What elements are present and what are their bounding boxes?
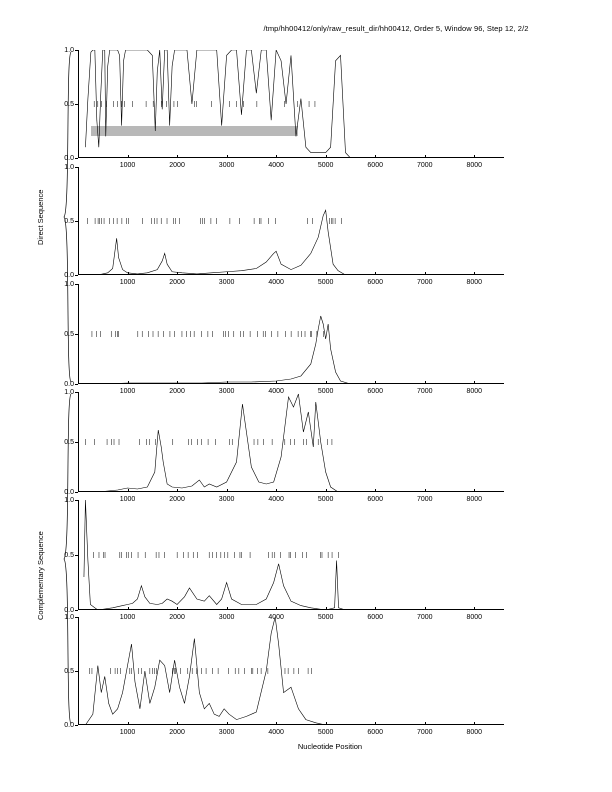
y-tick-label: 0.0: [64, 721, 74, 729]
figure-title: [0, 24, 612, 33]
x-tick-label: 3000: [218, 729, 235, 736]
x-tick-label: 2000: [169, 496, 185, 503]
figure-title-text: /tmp/hh00412/only/raw_result_dir/hh00412, Order 5, Window 96, Step 12, 2/2: [263, 24, 529, 33]
chart-panel: [64, 613, 504, 736]
x-tick-label: 7000: [416, 729, 433, 736]
series-line: [78, 392, 504, 492]
y-tick-label: 1.0: [64, 280, 74, 288]
y-tick-label: 1.0: [64, 46, 74, 54]
y-tick-mark: [75, 384, 78, 385]
y-axis-label-complementary: Complementary Sequence: [36, 531, 45, 620]
series-line: [78, 500, 504, 610]
x-tick-label: 7000: [416, 162, 433, 169]
x-axis-title: [0, 742, 612, 751]
x-tick-label: 1000: [119, 388, 136, 395]
y-tick-mark: [75, 158, 78, 159]
chart-panel: [64, 280, 504, 395]
marker-ticks: [85, 439, 332, 445]
x-tick-label: 4000: [268, 614, 284, 621]
x-tick-label: 3000: [218, 614, 235, 621]
chart-panel: [64, 496, 504, 621]
x-tick-label: 4000: [268, 496, 284, 503]
x-tick-label: 1000: [119, 162, 136, 169]
y-tick-label: 0.5: [64, 217, 74, 225]
x-tick-label: 1000: [119, 279, 136, 286]
chart-panel: [64, 388, 504, 503]
x-tick-label: 6000: [367, 388, 383, 395]
x-tick-label: 6000: [367, 162, 383, 169]
y-tick-label: 0.5: [64, 438, 74, 446]
x-tick-label: 2000: [169, 614, 185, 621]
x-tick-label: 3000: [218, 162, 235, 169]
x-tick-label: 1000: [119, 614, 136, 621]
series-line: [78, 167, 504, 275]
x-axis-title-text: Nucleotide Position: [297, 742, 363, 751]
y-tick-label: 0.5: [64, 100, 74, 108]
series-line: [78, 50, 504, 158]
y-tick-label: 0.0: [64, 606, 74, 614]
group-brace-complementary: [62, 394, 72, 724]
chart-panel: [64, 163, 504, 286]
x-tick-label: 5000: [317, 388, 334, 395]
x-tick-label: 8000: [466, 729, 483, 736]
x-tick-label: 2000: [169, 729, 185, 736]
x-tick-label: 6000: [367, 279, 383, 286]
marker-ticks: [90, 668, 312, 674]
x-tick-label: 5000: [317, 279, 334, 286]
x-tick-label: 1000: [119, 496, 136, 503]
x-tick-label: 8000: [466, 614, 483, 621]
series-line: [78, 284, 504, 384]
y-axis-label-direct: Direct Sequence: [36, 189, 45, 245]
x-tick-label: 7000: [416, 388, 433, 395]
y-tick-label: 1.0: [64, 388, 74, 396]
x-tick-label: 4000: [268, 729, 284, 736]
y-tick-label: 0.5: [64, 551, 74, 559]
y-tick-mark: [75, 492, 78, 493]
marker-ticks: [92, 331, 324, 337]
x-tick-label: 7000: [416, 496, 433, 503]
y-tick-label: 1.0: [64, 496, 74, 504]
x-tick-label: 3000: [218, 388, 235, 395]
x-tick-label: 6000: [367, 496, 383, 503]
chart-panel: [64, 46, 504, 169]
y-tick-label: 0.5: [64, 667, 74, 675]
marker-ticks: [94, 552, 339, 558]
x-tick-label: 2000: [169, 388, 185, 395]
x-tick-label: 4000: [268, 388, 284, 395]
x-tick-label: 4000: [268, 279, 284, 286]
marker-ticks: [94, 101, 315, 107]
x-tick-label: 3000: [218, 279, 235, 286]
x-tick-label: 7000: [416, 614, 433, 621]
x-tick-label: 8000: [466, 162, 483, 169]
group-brace-direct: [62, 52, 72, 382]
x-tick-label: 7000: [416, 279, 433, 286]
x-tick-label: 5000: [317, 496, 334, 503]
y-tick-label: 0.0: [64, 271, 74, 279]
x-tick-label: 8000: [466, 279, 483, 286]
x-tick-label: 2000: [169, 162, 185, 169]
y-tick-mark: [75, 725, 78, 726]
x-tick-label: 8000: [466, 496, 483, 503]
y-tick-label: 0.5: [64, 330, 74, 338]
x-tick-label: 8000: [466, 388, 483, 395]
y-tick-label: 0.0: [64, 154, 74, 162]
y-tick-mark: [75, 610, 78, 611]
y-tick-label: 0.0: [64, 488, 74, 496]
series-line: [78, 617, 504, 725]
x-tick-label: 5000: [317, 162, 334, 169]
x-tick-label: 4000: [268, 162, 284, 169]
y-tick-label: 0.0: [64, 380, 74, 388]
y-tick-mark: [75, 275, 78, 276]
x-tick-label: 2000: [169, 279, 185, 286]
x-tick-label: 6000: [367, 614, 383, 621]
x-tick-label: 1000: [119, 729, 136, 736]
x-tick-label: 3000: [218, 496, 235, 503]
marker-ticks: [87, 218, 341, 224]
x-tick-label: 5000: [317, 614, 334, 621]
x-tick-label: 5000: [317, 729, 334, 736]
y-tick-label: 1.0: [64, 613, 74, 621]
x-tick-label: 6000: [367, 729, 383, 736]
y-tick-label: 1.0: [64, 163, 74, 171]
